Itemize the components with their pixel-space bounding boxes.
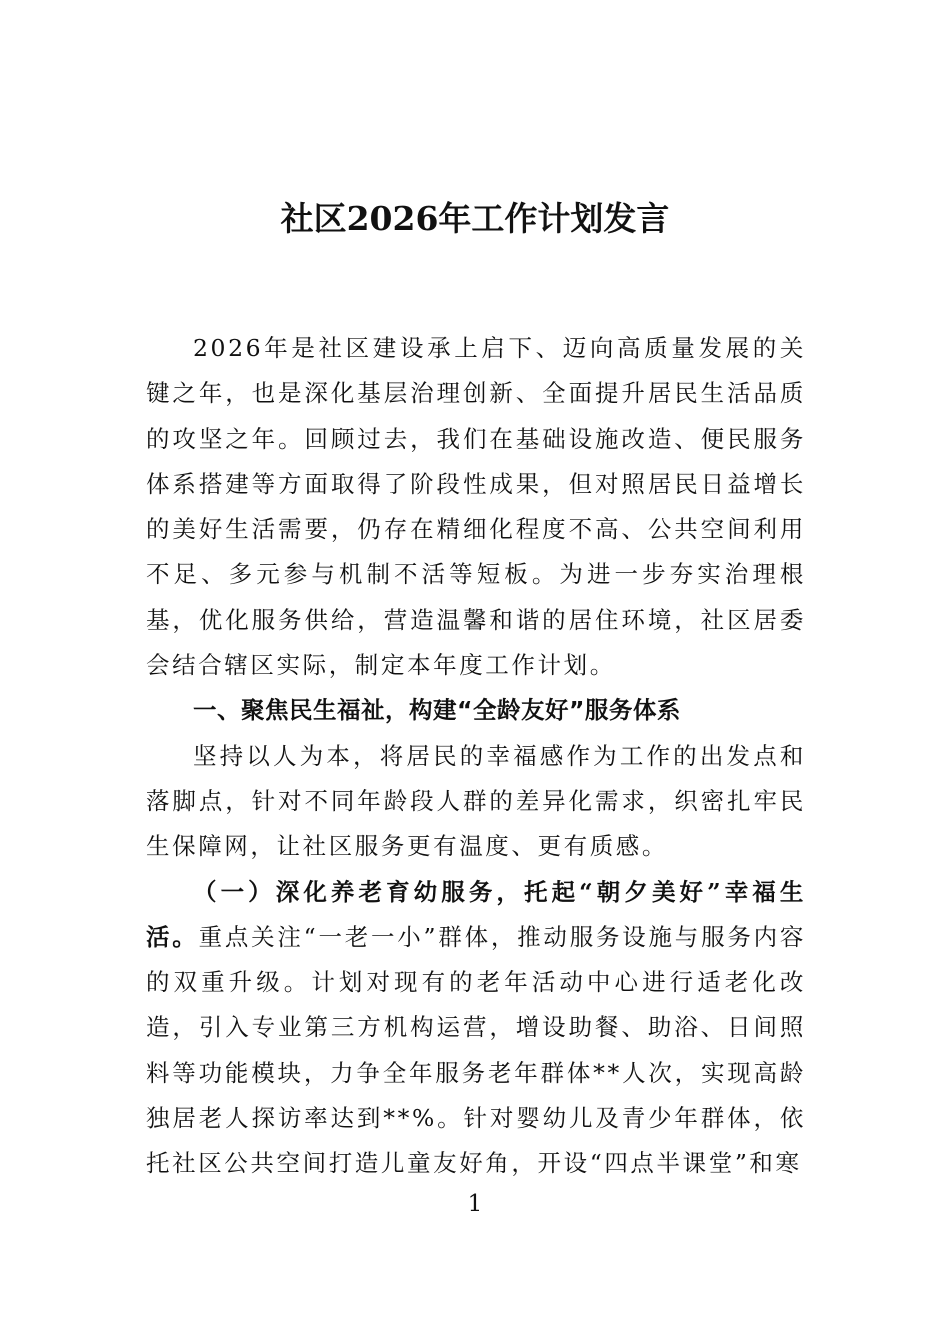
subsection-1-paragraph — [146, 870, 806, 1187]
document-title: 社区2026年工作计划发言 — [280, 199, 670, 238]
document-body — [146, 326, 806, 1187]
intro-paragraph: 2026年是社区建设承上启下、迈向高质量发展的关键之年，也是深化基层治理创新、全面提升居民生活品质的攻坚之年。回顾过去，我们在基础设施改造、便民服务体系搭建等方面取得了阶段性成果，但对照居民日益增长的美好生活需要，仍存在精细化程度不高、公共空间利用不足、多元参与机制不活等短板。为进一步夯实治理根基，优化服务供给，营造温馨和谐的居住环境，社区居委会结合辖区实际，制定本年度工作计划。 — [146, 334, 806, 680]
page-number: 1 — [467, 1191, 483, 1217]
section-1-paragraph: 坚持以人为本，将居民的幸福感作为工作的出发点和落脚点，针对不同年龄段人群的差异化需求，织密扎牢民生保障网，让社区服务更有温度、更有质感。 — [146, 741, 806, 861]
subsection-1-body: 重点关注“一老一小”群体，推动服务设施与服务内容的双重升级。计划对现有的老年活动中心进行适老化改造，引入专业第三方机构运营，增设助餐、助浴、日间照料等功能模块，力争全年服务老年群体**人次，实现高龄独居老人探访率达到**%。针对婴幼儿及青少年群体，依托社区公共空间打造儿童友好角，开设“四点半课堂”和寒 — [146, 922, 807, 1178]
subsection-heading-1: （一）深化养老育幼服务，托起“朝夕美好”幸福生活。 — [146, 877, 806, 951]
section-heading-1: 一、聚焦民生福祉，构建“全龄友好”服务体系 — [193, 696, 681, 725]
